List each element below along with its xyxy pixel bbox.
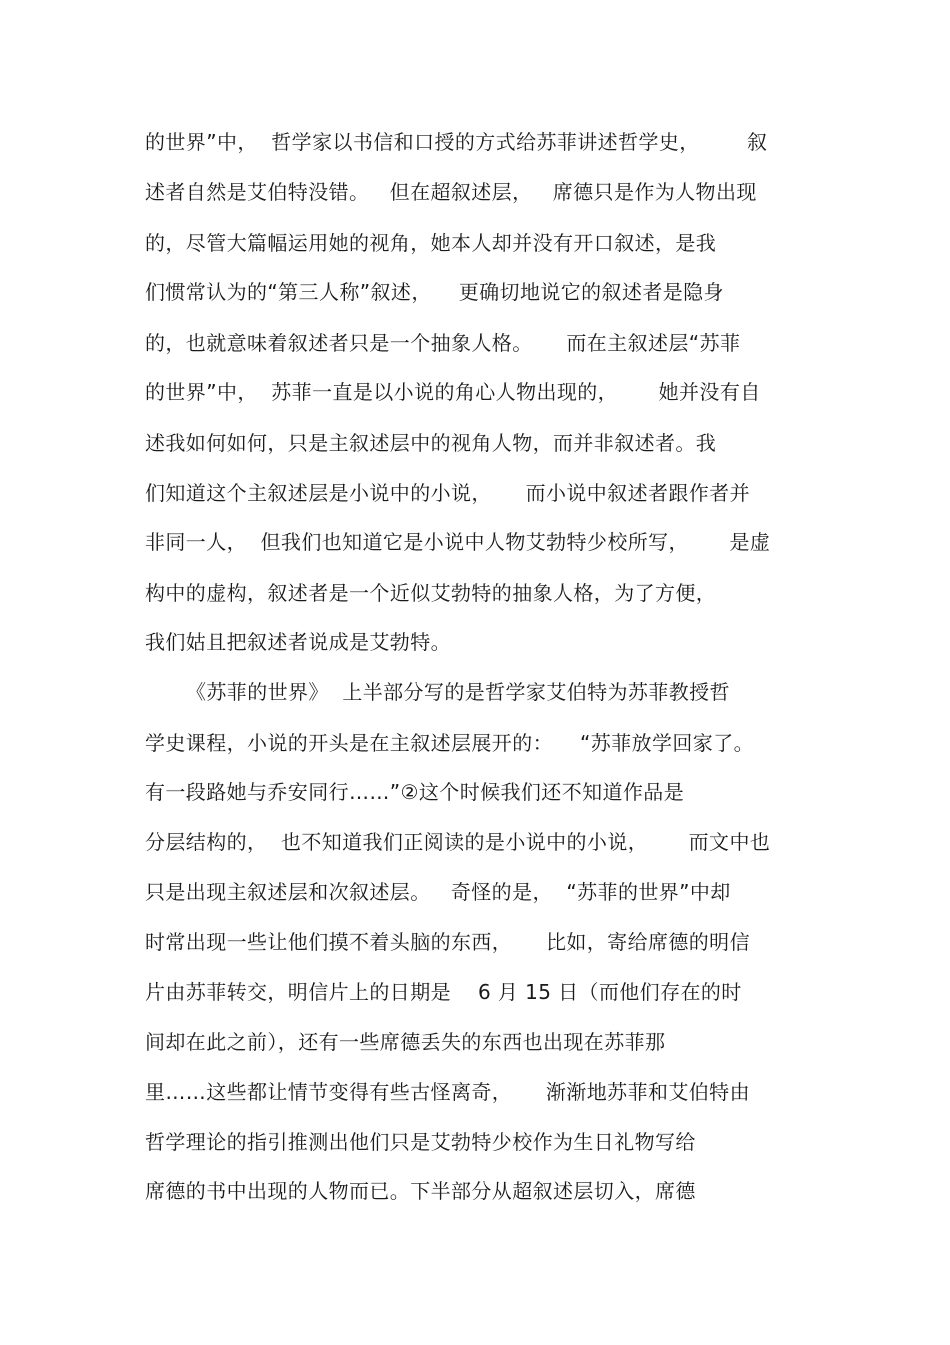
text-line-4: 们惯常认为的“第三人称”叙述， 更确切地说它的叙述者是隐身 (145, 280, 724, 304)
text-line-17: 时常出现一些让他们摸不着头脑的东西， 比如，寄给席德的明信 (145, 930, 750, 954)
text-line-10: 构中的虚构，叙述者是一个近似艾勃特的抽象人格，为了方便， (145, 581, 717, 605)
text-line-5: 的，也就意味着叙述者只是一个抽象人格。 而在主叙述层“苏菲 (145, 331, 741, 355)
text-line-21: 哲学理论的指引推测出他们只是艾勃特少校作为生日礼物写给 (145, 1130, 696, 1154)
text-line-19: 间却在此之前），还有一些席德丢失的东西也出现在苏菲那 (145, 1030, 666, 1054)
text-line-20: 里……这些都让情节变得有些古怪离奇， 渐渐地苏菲和艾伯特由 (145, 1080, 750, 1104)
text-line-9: 非同一人， 但我们也知道它是小说中人物艾勃特少校所写， 是虚 (145, 530, 771, 554)
text-line-12: 《苏菲的世界》 上半部分写的是哲学家艾伯特为苏菲教授哲 (186, 680, 730, 704)
text-line-22: 席德的书中出现的人物而已。下半部分从超叙述层切入，席德 (145, 1179, 696, 1203)
text-line-1: 的世界”中， 哲学家以书信和口授的方式给苏菲讲述哲学史， 叙 (145, 130, 768, 154)
text-line-3: 的，尽管大篇幅运用她的视角，她本人却并没有开口叙述，是我 (145, 231, 717, 255)
text-line-11: 我们姑且把叙述者说成是艾勃特。 (145, 630, 451, 654)
text-line-15: 分层结构的， 也不知道我们正阅读的是小说中的小说， 而文中也 (145, 830, 771, 854)
text-line-2: 述者自然是艾伯特没错。 但在超叙述层， 席德只是作为人物出现 (145, 180, 757, 204)
text-line-6: 的世界”中， 苏菲一直是以小说的角心人物出现的， 她并没有自 (145, 380, 761, 404)
text-line-14: 有一段路她与乔安同行……”②这个时候我们还不知道作品是 (145, 780, 685, 804)
text-line-8: 们知道这个主叙述层是小说中的小说， 而小说中叙述者跟作者并 (145, 481, 750, 505)
text-line-18: 片由苏菲转交，明信片上的日期是 6 月 15 日（而他们存在的时 (145, 980, 742, 1004)
text-line-13: 学史课程，小说的开头是在主叙述层展开的： “苏菲放学回家了。 (145, 731, 754, 755)
text-line-16: 只是出现主叙述层和次叙述层。 奇怪的是， “苏菲的世界”中却 (145, 880, 731, 904)
text-line-7: 述我如何如何，只是主叙述层中的视角人物，而并非叙述者。我 (145, 431, 717, 455)
